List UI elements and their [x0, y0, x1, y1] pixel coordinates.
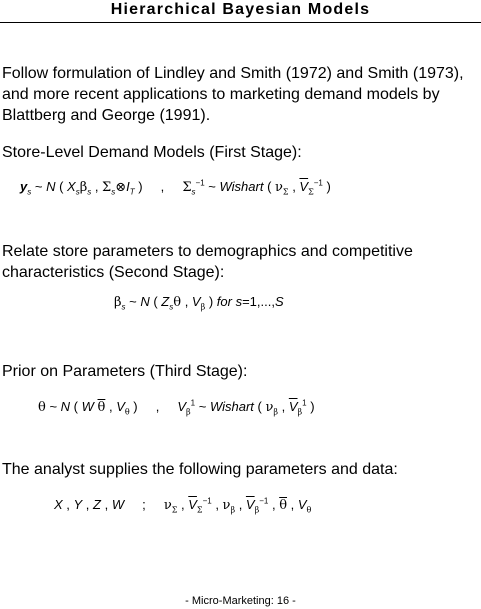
analyst-heading: The analyst supplies the following parameters and data:	[2, 461, 398, 478]
third-stage-equation: θ ~ N ( W $\overline{\theta}$ , $V_\theta$ ) , $V_\beta^1$ ~ Wishart ( $\nu_\beta$ , $\overline{V}_\beta^1$ )	[38, 398, 315, 417]
title-divider	[0, 22, 481, 23]
intro-paragraph: Follow formulation of Lindley and Smith (1972) and Smith (1973), and more recent applications to marketing demand models by Blattberg and George (1991).	[2, 65, 464, 124]
second-stage-equation: $\beta_s$ ~ N ( $Z_s\theta$ , $V_\beta$ ) for s=1,...,S	[114, 294, 284, 312]
slide-title: Hierarchical Bayesian Models	[110, 1, 371, 18]
first-stage-heading: Store-Level Demand Models (First Stage):	[2, 144, 302, 161]
second-stage-heading: Relate store parameters to demographics and competitive characteristics (Second Stage):	[2, 243, 413, 281]
third-stage-heading: Prior on Parameters (Third Stage):	[2, 363, 248, 380]
analyst-parameters: X , Y , Z , W ; $\nu_\Sigma$ , $\overline{V}_\Sigma^{-1}$ , $\nu_\beta$ , $\overline{V}_\beta^{-1}$ , $\overline{\theta}$ , $V_\theta$	[54, 496, 312, 515]
footer-page-label: - Micro-Marketing: 16 -	[185, 595, 296, 607]
first-stage-equation: $y_s$ ~ N ( $X_s\beta_s$ , $\Sigma_s\otimes I_T$ ) , $\Sigma_s^{-1}$ ~ Wishart ( $\nu_\Sigma$ , $\overline{V}_\Sigma^{-1}$ )	[20, 178, 331, 197]
